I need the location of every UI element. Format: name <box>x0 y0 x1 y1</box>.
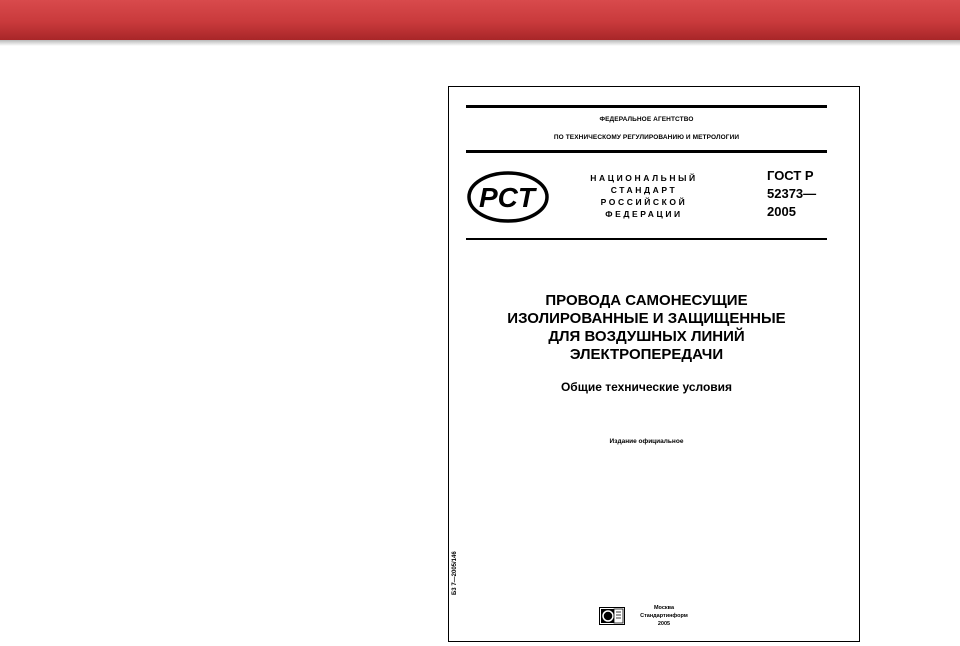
bottom-rule <box>466 238 827 240</box>
standard-type-line: РОССИЙСКОЙ <box>600 197 688 207</box>
standard-type-line: НАЦИОНАЛЬНЫЙ <box>590 173 698 183</box>
banner-shadow <box>0 40 960 46</box>
gost-code-line: ГОСТ Р <box>767 168 814 183</box>
agency-line-1: ФЕДЕРАЛЬНОЕ АГЕНТСТВО <box>599 116 694 123</box>
edition-label: Издание официальное <box>609 438 684 445</box>
side-code: Б3 7—2005/146 <box>452 551 458 595</box>
top-banner <box>0 0 960 40</box>
middle-rule <box>466 150 827 153</box>
title-line: ЭЛЕКТРОПЕРЕДАЧИ <box>569 346 724 363</box>
title-line: ИЗОЛИРОВАННЫЕ И ЗАЩИЩЕННЫЕ <box>507 310 786 327</box>
gost-code-line: 52373— <box>767 186 817 201</box>
rst-emblem-icon <box>467 171 549 223</box>
publisher-line: 2005 <box>657 621 671 627</box>
svg-text:PCT: PCT <box>479 182 535 213</box>
agency-line-2: ПО ТЕХНИЧЕСКОМУ РЕГУЛИРОВАНИЮ И МЕТРОЛОГИИ <box>553 134 740 141</box>
document-page <box>448 86 860 642</box>
publisher-block <box>629 604 699 628</box>
title-line: ДЛЯ ВОЗДУШНЫХ ЛИНИЙ <box>548 328 745 345</box>
gost-code-line: 2005 <box>767 204 796 219</box>
standard-type <box>589 172 699 220</box>
standard-type-line: ФЕДЕРАЦИИ <box>605 209 683 219</box>
gost-code <box>767 167 837 221</box>
top-rule <box>466 105 827 108</box>
standartinform-logo-icon <box>599 607 625 625</box>
standard-type-line: СТАНДАРТ <box>610 185 678 195</box>
publisher-line: Москва <box>653 605 675 611</box>
publisher-line: Стандартинформ <box>640 613 688 619</box>
title-line: ПРОВОДА САМОНЕСУЩИЕ <box>545 292 748 309</box>
document-title <box>489 292 804 364</box>
document-subtitle: Общие технические условия <box>560 380 733 394</box>
